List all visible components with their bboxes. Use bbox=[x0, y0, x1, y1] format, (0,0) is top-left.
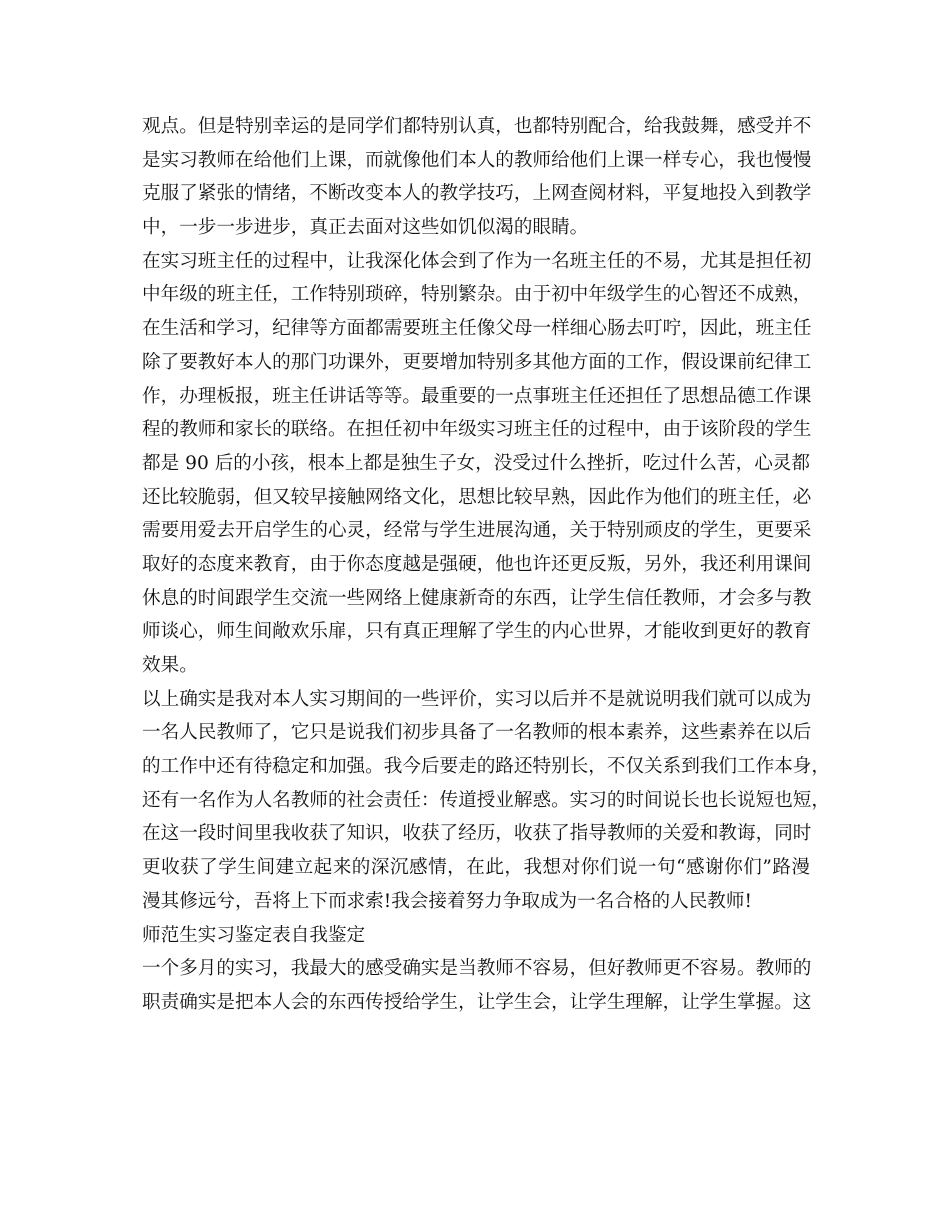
text-line: 作，办理板报，班主任讲话等等。最重要的一点事班主任还担任了思想品德工作课 bbox=[142, 385, 812, 407]
text-line: 取好的态度来教育，由于你态度越是强硬，他也许还更反叛，另外，我还利用课间 bbox=[142, 553, 812, 575]
text-line: 是实习教师在给他们上课，而就像他们本人的教师给他们上课一样专心，我也慢慢 bbox=[142, 149, 812, 171]
text-line: 中年级的班主任，工作特别琐碎，特别繁杂。由于初中年级学生的心智还不成熟， bbox=[142, 284, 812, 306]
text-line: 以上确实是我对本人实习期间的一些评价，实习以后并不是就说明我们就可以成为 bbox=[142, 688, 812, 710]
text-line: 一名人民教师了，它只是说我们初步具备了一名教师的根本素养，这些素养在以后 bbox=[142, 722, 812, 744]
text-line: 还比较脆弱，但又较早接触网络文化，思想比较早熟，因此作为他们的班主任，必 bbox=[142, 486, 812, 508]
text-line: 观点。但是特别幸运的是同学们都特别认真，也都特别配合，给我鼓舞，感受并不 bbox=[142, 116, 812, 137]
section-heading: 师范生实习鉴定表自我鉴定 bbox=[142, 924, 366, 946]
text-line: 还有一名作为人名教师的社会责任：传道授业解惑。实习的时间说长也长说短也短， bbox=[142, 789, 830, 811]
document-body bbox=[142, 110, 830, 1020]
text-line: 一个多月的实习，我最大的感受确实是当教师不容易，但好教师更不容易。教师的 bbox=[142, 958, 812, 980]
text-line: 休息的时间跟学生交流一些网络上健康新奇的东西，让学生信任教师，才会多与教 bbox=[142, 587, 812, 609]
text-line: 中，一步一步进步，真正去面对这些如饥似渴的眼睛。 bbox=[142, 217, 589, 239]
text-line: 都是 90 后的小孩，根本上都是独生子女，没受过什么挫折，吃过什么苦，心灵都 bbox=[142, 452, 810, 474]
text-line: 在这一段时间里我收获了知识，收获了经历，收获了指导教师的关爱和教诲，同时 bbox=[142, 823, 812, 845]
text-line: 在实习班主任的过程中，让我深化体会到了作为一名班主任的不易，尤其是担任初 bbox=[142, 250, 812, 272]
text-line: 师谈心，师生间敞欢乐扉，只有真正理解了学生的内心世界，才能收到更好的教育 bbox=[142, 621, 812, 643]
text-line: 更收获了学生间建立起来的深沉感情，在此，我想对你们说一句“感谢你们”路漫 bbox=[142, 857, 810, 879]
text-line: 在生活和学习，纪律等方面都需要班主任像父母一样细心肠去叮咛，因此，班主任 bbox=[142, 318, 812, 340]
text-line: 效果。 bbox=[142, 655, 198, 676]
text-line: 的工作中还有待稳定和加强。我今后要走的路还特别长，不仅关系到我们工作本身， bbox=[142, 756, 830, 778]
text-line: 程的教师和家长的联络。在担任初中年级实习班主任的过程中，由于该阶段的学生 bbox=[142, 419, 812, 441]
text-line: 职责确实是把本人会的东西传授给学生，让学生会，让学生理解，让学生掌握。这 bbox=[142, 991, 812, 1013]
text-line: 需要用爱去开启学生的心灵，经常与学生进展沟通，关于特别顽皮的学生，更要采 bbox=[142, 520, 812, 542]
text-line: 除了要教好本人的那门功课外，更要增加特别多其他方面的工作，假设课前纪律工 bbox=[142, 351, 812, 373]
text-line: 漫其修远兮，吾将上下而求索!我会接着努力争取成为一名合格的人民教师! bbox=[142, 890, 752, 912]
text-line: 克服了紧张的情绪，不断改变本人的教学技巧，上网查阅材料，平复地投入到教学 bbox=[142, 183, 812, 205]
